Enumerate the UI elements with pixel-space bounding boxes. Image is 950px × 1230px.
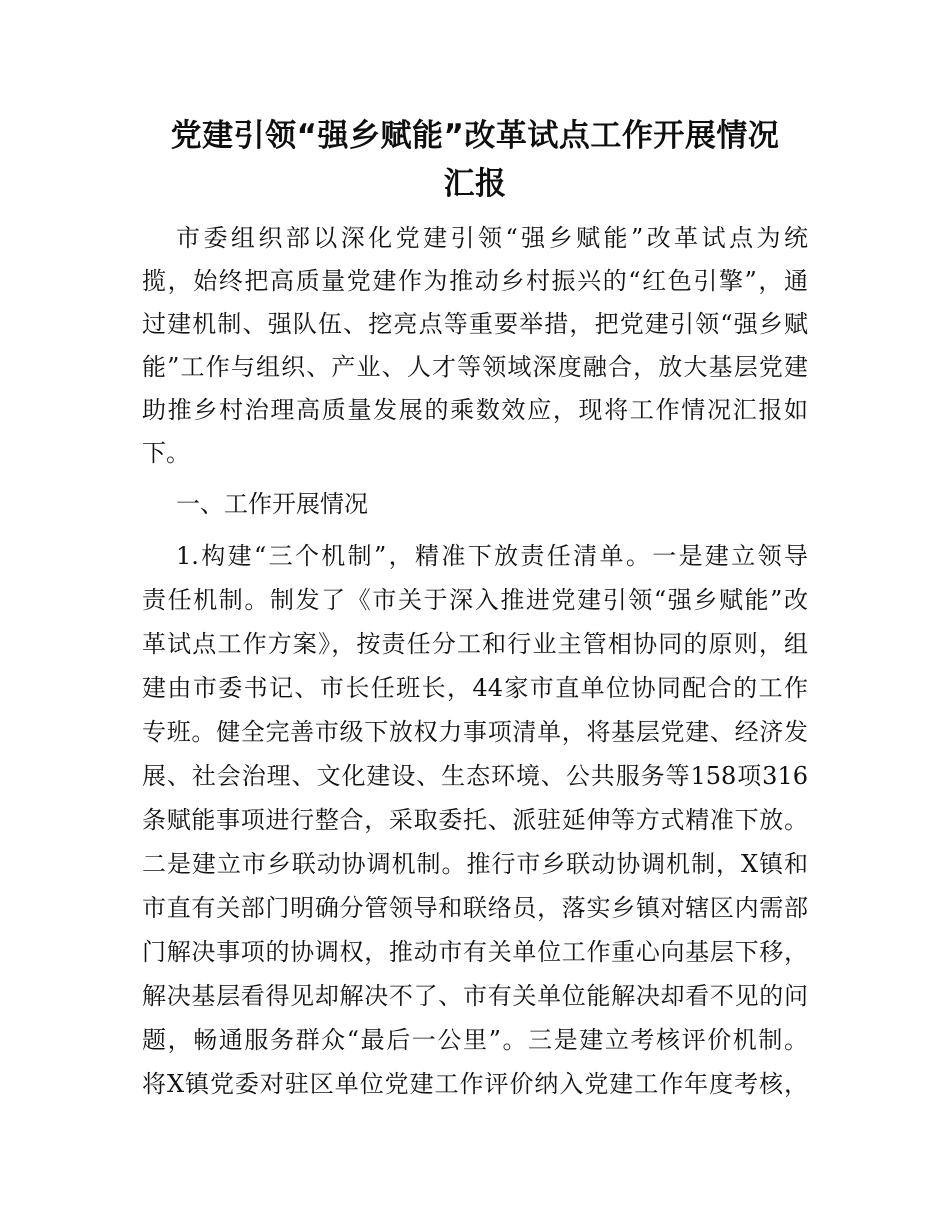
intro-line: 市委组织部以深化党建引领“强乡赋能”改革试点为统 (176, 224, 808, 252)
section-heading: 一、工作开展情况 (176, 490, 368, 518)
intro-line: 过建机制、强队伍、挖亮点等重要举措，把党建引领“强乡赋 (142, 310, 808, 338)
paragraph-line: 门解决事项的协调权，推动市有关单位工作重心向基层下移， (142, 938, 808, 966)
paragraph-line: 将X镇党委对驻区单位党建工作评价纳入党建工作年度考核， (142, 1070, 808, 1098)
paragraph-line: 市直有关部门明确分管领导和联络员，落实乡镇对辖区内需部 (142, 894, 808, 922)
paragraph-line: 展、社会治理、文化建设、生态环境、公共服务等158项316 (142, 762, 808, 790)
paragraph-line: 解决基层看得见却解决不了、市有关单位能解决却看不见的问 (142, 982, 808, 1010)
document-title-line-2: 汇报 (443, 166, 507, 202)
paragraph-line: 1.构建“三个机制”，精准下放责任清单。一是建立领导 (176, 542, 808, 570)
intro-line: 下。 (142, 439, 190, 467)
intro-line: 揽，始终把高质量党建作为推动乡村振兴的“红色引擎”，通 (142, 267, 808, 295)
document-title-line-1: 党建引领“强乡赋能”改革试点工作开展情况 (170, 118, 780, 154)
paragraph-line: 二是建立市乡联动协调机制。推行市乡联动协调机制，X镇和 (142, 850, 808, 878)
paragraph-line: 条赋能事项进行整合，采取委托、派驻延伸等方式精准下放。 (142, 806, 808, 834)
intro-line: 助推乡村治理高质量发展的乘数效应，现将工作情况汇报如 (142, 396, 808, 424)
intro-line: 能”工作与组织、产业、人才等领域深度融合，放大基层党建 (142, 353, 808, 381)
paragraph-line: 专班。健全完善市级下放权力事项清单，将基层党建、经济发 (142, 718, 808, 746)
paragraph-line: 革试点工作方案》，按责任分工和行业主管相协同的原则，组 (142, 630, 808, 658)
paragraph-line: 责任机制。制发了《市关于深入推进党建引领“强乡赋能”改 (142, 586, 808, 614)
paragraph-line: 建由市委书记、市长任班长，44家市直单位协同配合的工作 (142, 674, 808, 702)
paragraph-line: 题，畅通服务群众“最后一公里”。三是建立考核评价机制。 (142, 1026, 808, 1054)
